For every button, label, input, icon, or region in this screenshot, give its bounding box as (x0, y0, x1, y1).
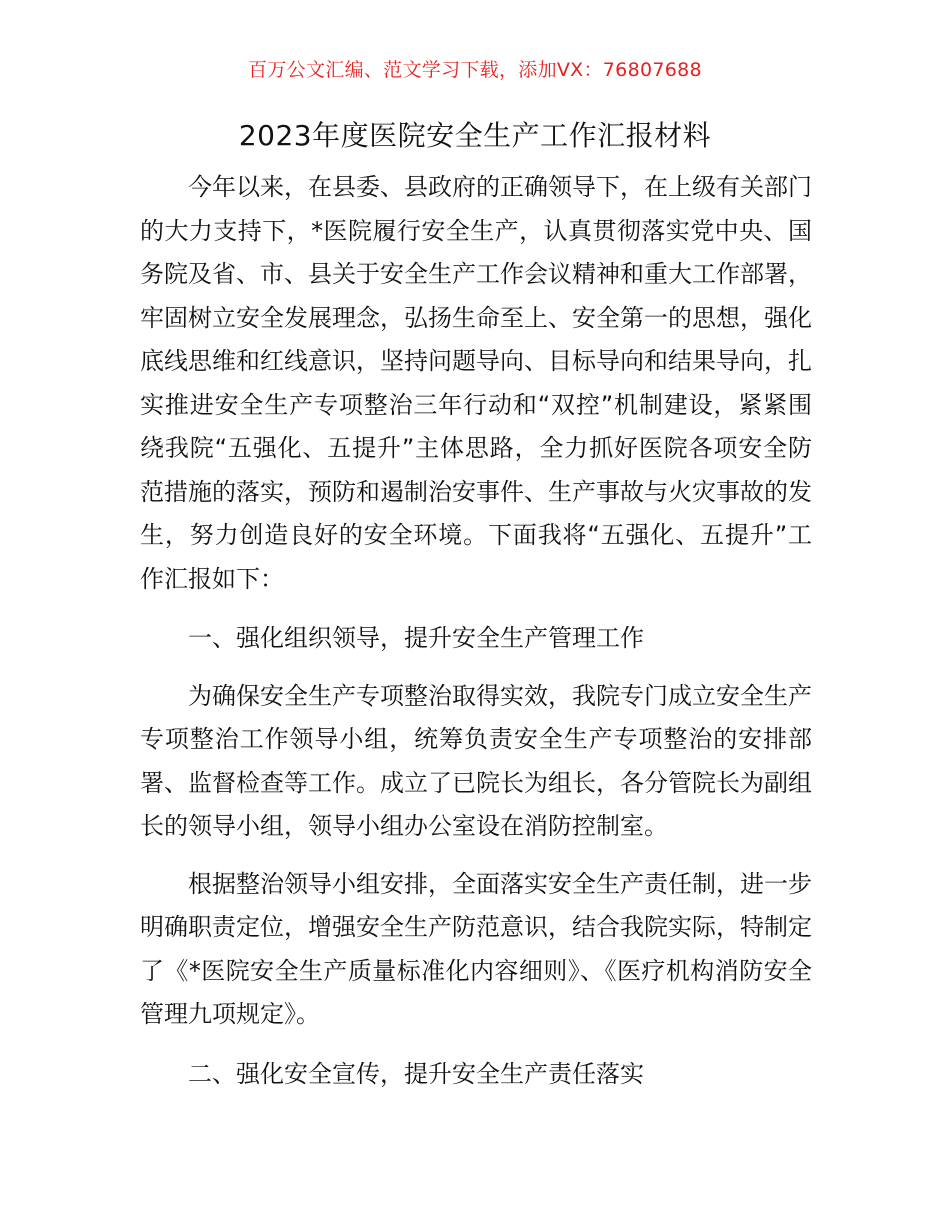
document-body (140, 166, 812, 1096)
intro-paragraph: 今年以来，在县委、县政府的正确领导下，在上级有关部门的大力支持下，*医院履行安全生产，认真贯彻落实党中央、国务院及省、市、县关于安全生产工作会议精神和重大工作部署，牢固树立安全发展理念，弘扬生命至上、安全第一的思想，强化底线思维和红线意识，坚持问题导向、目标导向和结果导向，扎实推进安全生产专项整治三年行动和“双控”机制建设，紧紧围绕我院“五强化、五提升”主体思路，全力抓好医院各项安全防范措施的落实，预防和遏制治安事件、生产事故与火灾事故的发生，努力创造良好的安全环境。下面我将“五强化、五提升”工作汇报如下： (140, 173, 812, 593)
section-1-heading: 一、强化组织领导，提升安全生产管理工作 (188, 624, 644, 652)
section-1-paragraph-2: 根据整治领导小组安排，全面落实安全生产责任制，进一步明确职责定位，增强安全生产防范意识，结合我院实际，特制定了《*医院安全生产质量标准化内容细则》、《医疗机构消防安全管理九项规定》。 (140, 869, 812, 1028)
document-title: 2023年度医院安全生产工作汇报材料 (238, 119, 712, 152)
section-1-paragraph-1: 为确保安全生产专项整治取得实效，我院专门成立安全生产专项整治工作领导小组，统筹负责安全生产专项整治的安排部署、监督检查等工作。成立了已院长为组长，各分管院长为副组长的领导小组，领导小组办公室设在消防控制室。 (140, 681, 812, 840)
promo-banner: 百万公文汇编、范文学习下载，添加VX：76807688 (248, 59, 702, 81)
section-2-heading: 二、强化安全宣传，提升安全生产责任落实 (188, 1059, 644, 1088)
